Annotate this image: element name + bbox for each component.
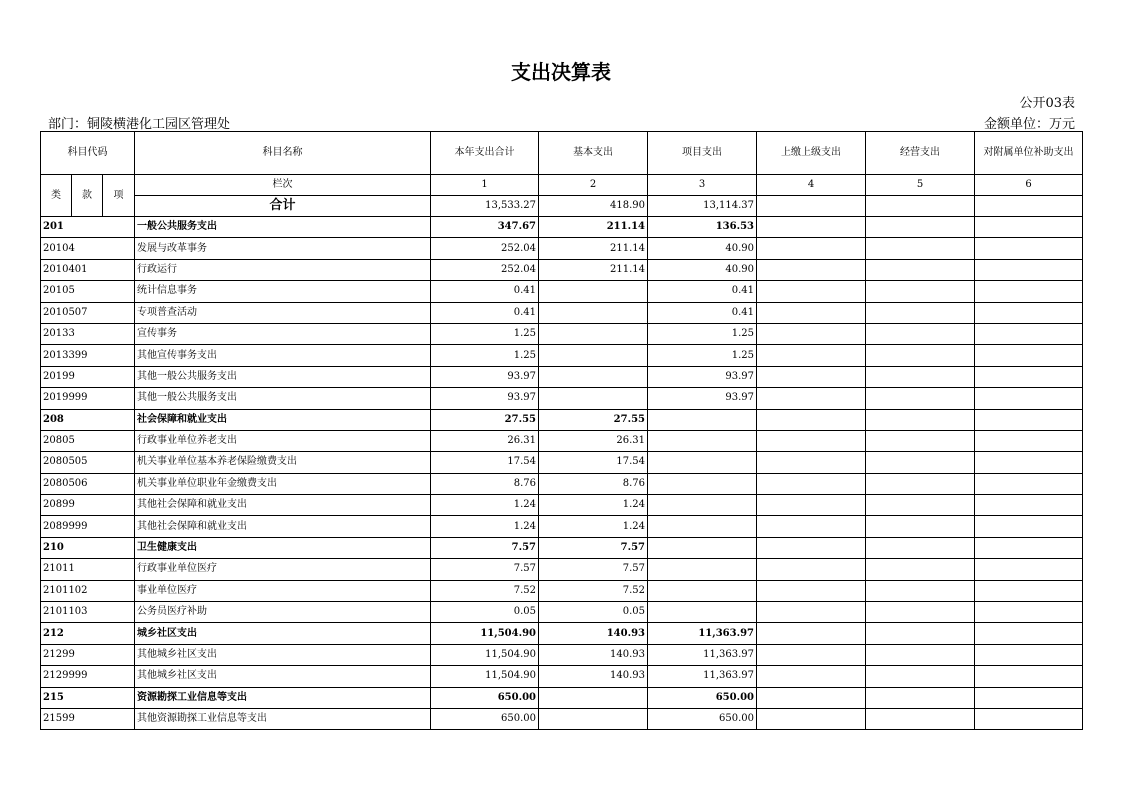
row-value <box>866 644 975 665</box>
row-value: 140.93 <box>539 623 648 644</box>
row-value <box>757 516 866 537</box>
row-code: 212 <box>41 623 135 644</box>
row-value: 211.14 <box>539 238 648 259</box>
row-value <box>975 473 1083 494</box>
table-row <box>41 644 1083 665</box>
row-code: 208 <box>41 409 135 430</box>
row-name: 公务员医疗补助 <box>135 602 431 623</box>
header-xiang: 项 <box>103 175 135 217</box>
row-value <box>975 644 1083 665</box>
header-col-subsidy: 对附属单位补助支出 <box>975 132 1083 175</box>
row-value <box>975 537 1083 558</box>
row-value: 0.41 <box>431 281 539 302</box>
row-value <box>975 516 1083 537</box>
row-value <box>757 366 866 387</box>
row-name: 行政事业单位医疗 <box>135 559 431 580</box>
row-value <box>757 537 866 558</box>
row-value <box>757 580 866 601</box>
row-value <box>757 430 866 451</box>
row-value: 7.52 <box>539 580 648 601</box>
row-value <box>757 666 866 687</box>
row-value <box>866 323 975 344</box>
header-code: 科目代码 <box>41 132 135 175</box>
header-col-operating: 经营支出 <box>866 132 975 175</box>
row-name: 社会保障和就业支出 <box>135 409 431 430</box>
total-cell <box>975 196 1083 217</box>
total-row <box>41 196 1083 217</box>
table-row <box>41 388 1083 409</box>
row-value: 7.57 <box>431 559 539 580</box>
row-code: 2089999 <box>41 516 135 537</box>
table-row <box>41 259 1083 280</box>
row-code: 2019999 <box>41 388 135 409</box>
row-value <box>757 259 866 280</box>
row-value <box>648 430 757 451</box>
row-value <box>757 495 866 516</box>
row-value <box>648 409 757 430</box>
row-name: 机关事业单位职业年金缴费支出 <box>135 473 431 494</box>
row-value <box>539 388 648 409</box>
row-value: 26.31 <box>539 430 648 451</box>
row-value <box>975 259 1083 280</box>
row-value <box>539 281 648 302</box>
row-value <box>975 238 1083 259</box>
form-number: 公开03表 <box>1019 96 1075 111</box>
row-value <box>757 388 866 409</box>
total-label: 合计 <box>135 196 431 217</box>
table-row <box>41 281 1083 302</box>
row-value: 650.00 <box>431 687 539 708</box>
row-name: 其他资源勘探工业信息等支出 <box>135 708 431 729</box>
table-row <box>41 708 1083 729</box>
header-lei: 类 <box>41 175 72 217</box>
header-row <box>41 132 1083 175</box>
row-value <box>975 602 1083 623</box>
row-value <box>757 623 866 644</box>
row-value <box>757 323 866 344</box>
row-value: 211.14 <box>539 259 648 280</box>
row-value <box>757 302 866 323</box>
row-value: 93.97 <box>431 388 539 409</box>
row-value: 11,363.97 <box>648 666 757 687</box>
header-name: 科目名称 <box>135 132 431 175</box>
row-value <box>975 302 1083 323</box>
row-value <box>975 666 1083 687</box>
row-value <box>866 409 975 430</box>
row-value: 1.24 <box>431 495 539 516</box>
row-name: 其他宣传事务支出 <box>135 345 431 366</box>
row-name: 事业单位医疗 <box>135 580 431 601</box>
row-value <box>757 452 866 473</box>
row-name: 其他一般公共服务支出 <box>135 388 431 409</box>
row-value <box>975 430 1083 451</box>
row-value <box>975 708 1083 729</box>
row-value <box>866 666 975 687</box>
row-value: 17.54 <box>431 452 539 473</box>
row-code: 21011 <box>41 559 135 580</box>
row-value <box>757 602 866 623</box>
row-code: 215 <box>41 687 135 708</box>
total-cell: 418.90 <box>539 196 648 217</box>
row-value: 40.90 <box>648 238 757 259</box>
row-code: 2010401 <box>41 259 135 280</box>
row-value <box>866 708 975 729</box>
header-kuan: 款 <box>72 175 103 217</box>
row-value <box>539 323 648 344</box>
row-name: 其他城乡社区支出 <box>135 666 431 687</box>
row-code: 20899 <box>41 495 135 516</box>
row-value: 0.41 <box>431 302 539 323</box>
row-value: 1.24 <box>431 516 539 537</box>
table-row <box>41 302 1083 323</box>
col-number: 6 <box>975 175 1083 196</box>
header-col-project: 项目支出 <box>648 132 757 175</box>
row-value <box>866 473 975 494</box>
row-code: 20105 <box>41 281 135 302</box>
row-value <box>539 302 648 323</box>
expenditure-table <box>40 131 1083 730</box>
row-value: 136.53 <box>648 217 757 238</box>
row-value <box>866 537 975 558</box>
row-name: 一般公共服务支出 <box>135 217 431 238</box>
row-value <box>866 516 975 537</box>
row-value: 40.90 <box>648 259 757 280</box>
row-value <box>648 473 757 494</box>
row-value: 8.76 <box>431 473 539 494</box>
row-value: 0.41 <box>648 302 757 323</box>
row-value <box>539 345 648 366</box>
row-value <box>866 345 975 366</box>
row-code: 20133 <box>41 323 135 344</box>
row-value: 11,363.97 <box>648 623 757 644</box>
row-value <box>975 580 1083 601</box>
row-name: 专项普查活动 <box>135 302 431 323</box>
row-value: 1.25 <box>648 345 757 366</box>
row-value <box>757 644 866 665</box>
row-value: 1.24 <box>539 516 648 537</box>
row-name: 机关事业单位基本养老保险缴费支出 <box>135 452 431 473</box>
row-name: 统计信息事务 <box>135 281 431 302</box>
row-name: 其他社会保障和就业支出 <box>135 516 431 537</box>
row-value <box>975 495 1083 516</box>
row-code: 201 <box>41 217 135 238</box>
row-code: 20104 <box>41 238 135 259</box>
row-value <box>648 452 757 473</box>
row-value <box>866 602 975 623</box>
row-value: 27.55 <box>431 409 539 430</box>
col-number: 3 <box>648 175 757 196</box>
row-value <box>866 559 975 580</box>
row-value <box>648 495 757 516</box>
row-value <box>757 559 866 580</box>
table-row <box>41 580 1083 601</box>
table-row <box>41 687 1083 708</box>
table-row <box>41 516 1083 537</box>
amount-unit-label: 金额单位：万元 <box>983 117 1075 132</box>
row-value <box>975 623 1083 644</box>
table-row <box>41 323 1083 344</box>
row-value: 0.05 <box>431 602 539 623</box>
department-label: 部门：铜陵横港化工园区管理处 <box>48 117 231 132</box>
row-value <box>975 409 1083 430</box>
row-code: 2010507 <box>41 302 135 323</box>
row-code: 2129999 <box>41 666 135 687</box>
row-value: 26.31 <box>431 430 539 451</box>
row-value: 11,504.90 <box>431 623 539 644</box>
row-code: 20199 <box>41 366 135 387</box>
table-row <box>41 430 1083 451</box>
row-name: 其他社会保障和就业支出 <box>135 495 431 516</box>
row-value <box>866 238 975 259</box>
row-value <box>648 516 757 537</box>
row-name: 发展与改革事务 <box>135 238 431 259</box>
row-value: 140.93 <box>539 666 648 687</box>
row-value <box>975 323 1083 344</box>
row-code: 2080506 <box>41 473 135 494</box>
table-row <box>41 366 1083 387</box>
row-value: 0.41 <box>648 281 757 302</box>
row-name: 宣传事务 <box>135 323 431 344</box>
col-number: 4 <box>757 175 866 196</box>
row-name: 资源勘探工业信息等支出 <box>135 687 431 708</box>
row-value <box>975 217 1083 238</box>
row-value <box>866 452 975 473</box>
row-value <box>757 687 866 708</box>
row-value: 1.25 <box>431 345 539 366</box>
row-value: 93.97 <box>648 388 757 409</box>
row-value <box>648 580 757 601</box>
table-row <box>41 345 1083 366</box>
row-value <box>648 537 757 558</box>
row-value <box>975 281 1083 302</box>
total-cell: 13,114.37 <box>648 196 757 217</box>
row-value: 8.76 <box>539 473 648 494</box>
row-code: 2101103 <box>41 602 135 623</box>
total-cell: 13,533.27 <box>431 196 539 217</box>
row-value: 650.00 <box>648 708 757 729</box>
row-value: 11,504.90 <box>431 666 539 687</box>
row-value <box>539 366 648 387</box>
row-value <box>866 366 975 387</box>
row-value <box>866 580 975 601</box>
row-value: 11,504.90 <box>431 644 539 665</box>
row-value <box>648 559 757 580</box>
row-value <box>539 708 648 729</box>
row-value <box>975 559 1083 580</box>
row-value: 650.00 <box>648 687 757 708</box>
row-value: 347.67 <box>431 217 539 238</box>
row-value <box>866 302 975 323</box>
row-value <box>866 430 975 451</box>
row-value: 7.57 <box>539 537 648 558</box>
row-code: 210 <box>41 537 135 558</box>
row-value <box>975 452 1083 473</box>
row-name: 其他一般公共服务支出 <box>135 366 431 387</box>
row-name: 其他城乡社区支出 <box>135 644 431 665</box>
table-row <box>41 495 1083 516</box>
row-value: 7.52 <box>431 580 539 601</box>
row-value: 252.04 <box>431 259 539 280</box>
row-value <box>975 687 1083 708</box>
total-cell <box>866 196 975 217</box>
row-name: 卫生健康支出 <box>135 537 431 558</box>
row-value: 17.54 <box>539 452 648 473</box>
row-value <box>866 687 975 708</box>
row-value: 27.55 <box>539 409 648 430</box>
table-row <box>41 537 1083 558</box>
row-value <box>866 259 975 280</box>
row-value: 93.97 <box>431 366 539 387</box>
page-title: 支出决算表 <box>511 60 611 84</box>
row-value: 11,363.97 <box>648 644 757 665</box>
row-value <box>866 623 975 644</box>
table-row <box>41 452 1083 473</box>
row-value: 1.24 <box>539 495 648 516</box>
table-row <box>41 238 1083 259</box>
table-row <box>41 409 1083 430</box>
row-value <box>757 281 866 302</box>
row-code: 2013399 <box>41 345 135 366</box>
row-value <box>757 217 866 238</box>
row-code: 20805 <box>41 430 135 451</box>
row-code: 21599 <box>41 708 135 729</box>
header-col-total: 本年支出合计 <box>431 132 539 175</box>
total-cell <box>757 196 866 217</box>
col-number: 2 <box>539 175 648 196</box>
row-name: 行政运行 <box>135 259 431 280</box>
row-name: 行政事业单位养老支出 <box>135 430 431 451</box>
row-value <box>757 708 866 729</box>
row-value <box>757 473 866 494</box>
row-value <box>648 602 757 623</box>
row-value: 252.04 <box>431 238 539 259</box>
row-value: 211.14 <box>539 217 648 238</box>
header-lanci: 栏次 <box>135 175 431 196</box>
row-value: 1.25 <box>648 323 757 344</box>
row-value <box>975 366 1083 387</box>
row-value <box>757 238 866 259</box>
row-value <box>975 345 1083 366</box>
row-value: 140.93 <box>539 644 648 665</box>
row-value <box>757 409 866 430</box>
row-value: 0.05 <box>539 602 648 623</box>
row-value <box>866 217 975 238</box>
table-row <box>41 623 1083 644</box>
col-number: 1 <box>431 175 539 196</box>
header-col-upper: 上缴上级支出 <box>757 132 866 175</box>
row-value <box>866 495 975 516</box>
table-row <box>41 602 1083 623</box>
row-value: 650.00 <box>431 708 539 729</box>
row-value <box>539 687 648 708</box>
col-number: 5 <box>866 175 975 196</box>
row-value: 7.57 <box>431 537 539 558</box>
row-name: 城乡社区支出 <box>135 623 431 644</box>
table-row <box>41 559 1083 580</box>
row-value <box>866 281 975 302</box>
row-value <box>975 388 1083 409</box>
table-row <box>41 217 1083 238</box>
row-value: 7.57 <box>539 559 648 580</box>
row-value <box>866 388 975 409</box>
row-code: 21299 <box>41 644 135 665</box>
row-code: 2080505 <box>41 452 135 473</box>
table-row <box>41 473 1083 494</box>
row-value <box>757 345 866 366</box>
header-col-basic: 基本支出 <box>539 132 648 175</box>
table-row <box>41 666 1083 687</box>
row-value: 1.25 <box>431 323 539 344</box>
column-number-row <box>41 175 1083 196</box>
row-value: 93.97 <box>648 366 757 387</box>
row-code: 2101102 <box>41 580 135 601</box>
